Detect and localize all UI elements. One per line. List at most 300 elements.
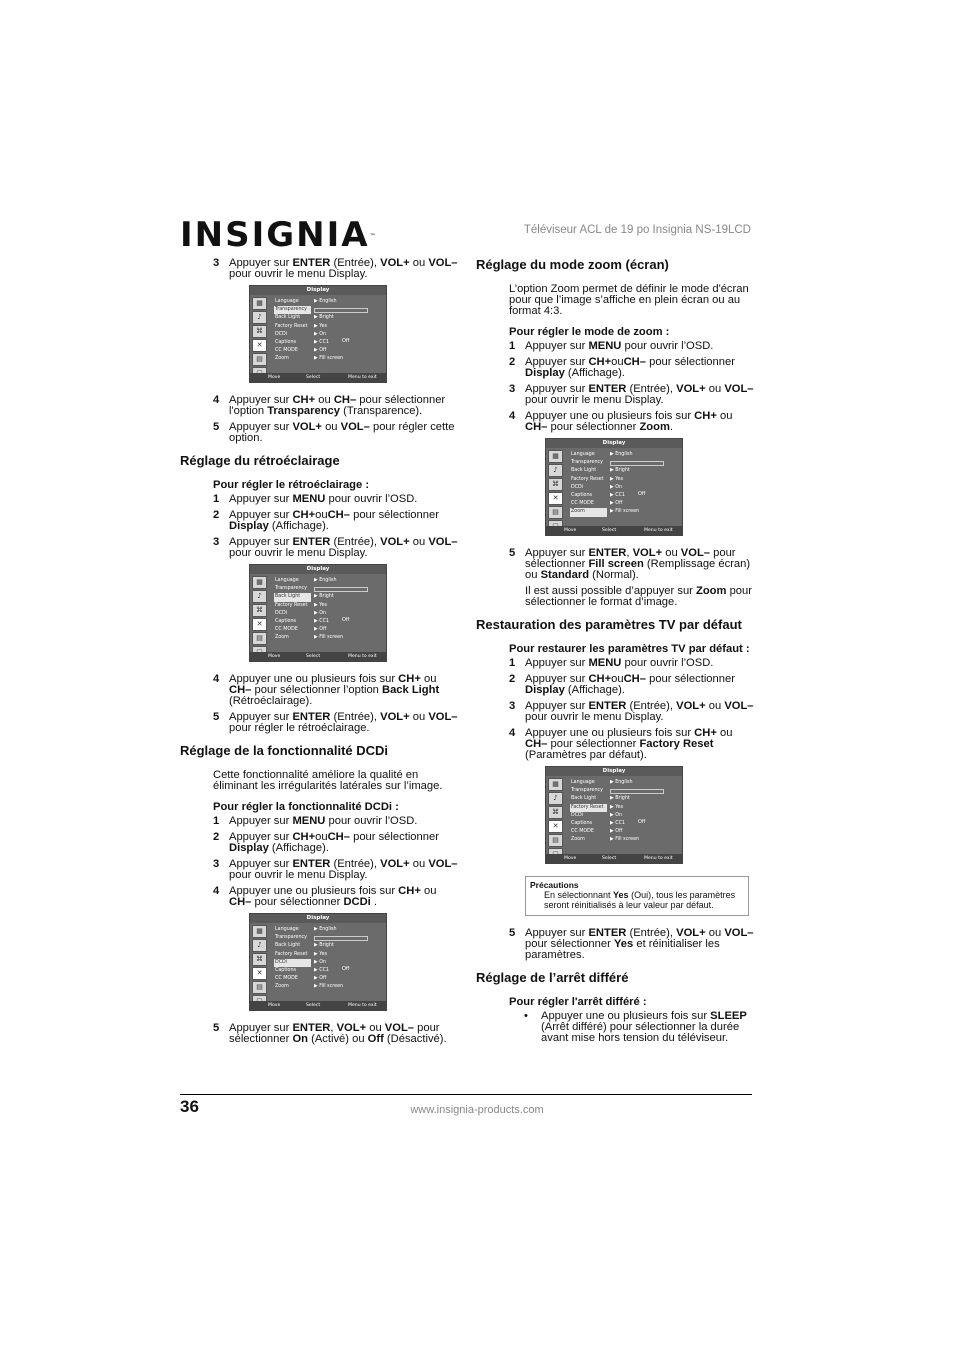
step-text: pour sélectionner le format d’image.	[525, 585, 752, 608]
key-term: CH+	[292, 394, 316, 406]
picture-icon: ▦	[252, 297, 267, 310]
osd-row	[272, 602, 382, 610]
key-term: VOL+	[336, 1022, 367, 1034]
setup-icon: ✕	[252, 618, 267, 631]
bullet-item	[476, 1011, 756, 1044]
setup-icon: ✕	[548, 492, 563, 505]
osd-row	[272, 951, 382, 959]
osd-row	[568, 779, 678, 787]
osd-display-menu	[249, 564, 387, 662]
osd-value: ▶ Fill screen	[314, 984, 344, 990]
step-number: 3	[509, 383, 516, 395]
key-term: VOL+	[676, 927, 706, 939]
section-title-dcdi: Réglage de la fonctionnalité DCDi	[180, 743, 389, 758]
osd-row	[272, 942, 382, 950]
step-text: pour sélectionner	[229, 1022, 440, 1045]
step-text: pour sélectionner l'option	[229, 394, 446, 417]
osd-move: Move	[564, 856, 577, 861]
osd-row	[568, 812, 678, 820]
step-text: Appuyer sur	[229, 1022, 293, 1034]
channel-icon: ⌘	[252, 953, 267, 966]
step-text: Appuyer sur	[229, 257, 293, 269]
osd-exit: Menu to exit	[644, 856, 673, 861]
step-number: 4	[213, 394, 220, 406]
step-text: pour ouvrir le menu Display.	[525, 711, 664, 723]
osd-value: ▶ On	[314, 610, 327, 616]
osd-row	[272, 355, 382, 363]
step-text: Appuyer une ou plusieurs fois sur	[229, 673, 399, 685]
osd-value: ▶ CC1	[314, 339, 329, 345]
step-number: 2	[509, 356, 516, 368]
key-term: MENU	[588, 657, 622, 669]
osd-label: Back Light	[275, 315, 301, 321]
osd-row	[272, 926, 382, 934]
key-term: Fill screen	[588, 558, 644, 570]
step-text: (Entrée),	[330, 858, 381, 870]
osd-value: ▶ Fill screen	[314, 635, 344, 641]
key-term: SLEEP	[710, 1010, 747, 1022]
sound-icon: ♪	[548, 792, 563, 805]
step-text: pour régler cette option.	[229, 421, 455, 444]
step-number: 2	[509, 673, 516, 685]
osd-label: Captions	[275, 618, 297, 624]
step-text: Appuyer sur	[229, 536, 293, 548]
subheading: Pour régler l'arrêt différé :	[509, 996, 647, 1008]
step-text: (Affichage).	[564, 684, 625, 696]
key-term: VOL+	[292, 421, 322, 433]
channel-icon: ⌘	[548, 478, 563, 491]
step	[476, 728, 756, 761]
osd-title: Display	[250, 565, 386, 574]
transparency-bar	[314, 587, 368, 592]
step-text: ou	[611, 673, 624, 685]
osd-label: Zoom	[275, 356, 289, 362]
key-term: VOL–	[724, 700, 754, 712]
step-text: (Paramètres par défaut).	[525, 749, 647, 761]
setup-icon: ✕	[548, 820, 563, 833]
key-term: ENTER	[292, 536, 331, 548]
key-term: CH–	[327, 831, 350, 843]
key-term: VOL+	[380, 536, 410, 548]
step-text: Appuyer une ou plusieurs fois sur	[525, 410, 695, 422]
step-text: (Rétroéclairage).	[229, 695, 313, 707]
key-term: CH–	[229, 896, 252, 908]
key-term: CH–	[623, 673, 646, 685]
step	[180, 422, 460, 444]
key-term: ENTER	[588, 383, 627, 395]
step-text: pour sélectionner	[525, 938, 614, 950]
osd-row	[568, 492, 678, 500]
step-text: En sélectionnant	[544, 890, 614, 900]
osd-label: Language	[571, 452, 595, 457]
bullet-text	[541, 1010, 747, 1044]
osd-value: ▶ English	[314, 927, 337, 932]
osd-label: Zoom	[275, 984, 289, 990]
key-term: MENU	[292, 815, 326, 827]
lock-icon: ▤	[252, 632, 267, 645]
step-text: Appuyer sur	[229, 509, 293, 521]
key-term: Display	[525, 367, 565, 379]
key-term: CH–	[623, 356, 646, 368]
osd-value: ▶ Fill screen	[314, 356, 344, 362]
key-term: CH+	[398, 885, 421, 897]
osd-label: Factory Reset	[275, 951, 308, 957]
step-text: pour ouvrir l’OSD.	[325, 493, 418, 505]
step-text: Appuyer sur	[525, 356, 589, 368]
step-text: Appuyer sur	[525, 927, 589, 939]
osd-row	[272, 323, 382, 331]
key-term: VOL–	[680, 547, 711, 559]
step-text: ou	[409, 711, 429, 723]
osd-off-label: Off	[638, 491, 646, 497]
osd-row	[568, 508, 678, 516]
osd-label: Transparency	[274, 306, 311, 314]
key-term: Back Light	[382, 684, 440, 696]
step-text: (Transparence).	[339, 405, 423, 417]
osd-label: Factory Reset	[570, 804, 607, 812]
osd-move: Move	[564, 528, 577, 533]
step-number: 4	[509, 727, 516, 739]
step-text: ,	[626, 547, 633, 559]
key-term: CH–	[327, 509, 350, 521]
step	[476, 658, 756, 669]
step	[180, 494, 460, 505]
osd-label: Zoom	[275, 635, 289, 641]
osd-title: Display	[250, 286, 386, 295]
osd-value: ▶ English	[314, 299, 337, 304]
osd-rows	[272, 298, 382, 364]
osd-value: ▶ CC1	[314, 618, 329, 624]
step-text: (Entrée),	[330, 711, 381, 723]
key-term: VOL+	[676, 383, 706, 395]
osd-label: CC MODE	[275, 348, 298, 354]
step-number: 2	[213, 509, 220, 521]
step-number: 5	[213, 1022, 220, 1034]
osd-label: Zoom	[570, 508, 607, 516]
transparency-bar	[314, 936, 368, 941]
osd-rows	[272, 577, 382, 643]
step	[180, 395, 460, 417]
osd-value: ▶ English	[610, 780, 633, 785]
osd-display-menu	[545, 766, 683, 864]
lock-icon: ▤	[252, 981, 267, 994]
osd-row	[568, 804, 678, 812]
osd-row	[272, 339, 382, 347]
step-text: (Entrée),	[330, 536, 381, 548]
step-text: et réinitialiser les paramètres.	[525, 938, 720, 961]
osd-icon-column	[252, 297, 266, 381]
step-text: Appuyer sur	[525, 340, 589, 352]
sound-icon: ♪	[252, 590, 267, 603]
osd-move: Move	[268, 375, 281, 380]
osd-row	[272, 618, 382, 626]
osd-move: Move	[268, 1003, 281, 1008]
step-text: ou	[409, 858, 429, 870]
caution-note	[525, 876, 749, 916]
osd-row	[568, 787, 678, 795]
osd-off-label: Off	[342, 966, 350, 972]
key-term: CH+	[292, 509, 316, 521]
step-text: pour ouvrir le menu Display.	[525, 394, 664, 406]
osd-rows	[568, 779, 678, 845]
osd-footer	[250, 652, 386, 661]
step-text: Appuyer sur	[229, 858, 293, 870]
osd-label: Factory Reset	[571, 476, 604, 482]
step-number: 5	[213, 421, 220, 433]
osd-label: Zoom	[571, 837, 585, 843]
osd-label: DCDi	[275, 331, 288, 337]
key-term: ENTER	[588, 547, 627, 559]
osd-row	[272, 585, 382, 593]
osd-label: Language	[275, 927, 299, 932]
setup-icon: ✕	[252, 967, 267, 980]
step	[180, 510, 460, 532]
step-text: pour sélectionner	[525, 547, 736, 570]
intro-text: Cette fonctionnalité améliore la qualité en éliminant les irrégularités latérales sur l’image.	[213, 769, 443, 792]
picture-icon: ▦	[252, 576, 267, 589]
osd-label: Language	[275, 299, 299, 304]
subheading: Pour régler le mode de zoom :	[509, 326, 670, 338]
osd-row	[272, 934, 382, 942]
key-term: On	[292, 1033, 308, 1045]
osd-row	[272, 577, 382, 585]
step	[476, 928, 756, 961]
key-term: CH+	[588, 673, 612, 685]
step-number: 3	[213, 257, 220, 269]
step-text: pour ouvrir le menu Display.	[229, 268, 368, 280]
osd-value: ▶ Yes	[610, 804, 623, 810]
osd-value: ▶ On	[610, 484, 623, 490]
transparency-bar	[314, 308, 368, 313]
sound-icon: ♪	[252, 939, 267, 952]
step-text: pour sélectionner	[645, 356, 735, 368]
key-term: ENTER	[292, 711, 331, 723]
bullet-icon: •	[524, 1010, 528, 1022]
key-term: VOL–	[724, 383, 754, 395]
step-text: Appuyer une ou plusieurs fois sur	[525, 727, 695, 739]
osd-value: ▶ Yes	[610, 476, 623, 482]
step-number: 5	[509, 547, 516, 559]
osd-value: ▶ Bright	[610, 468, 630, 474]
step-text: pour sélectionner	[547, 738, 640, 750]
osd-row	[568, 459, 678, 467]
lock-icon: ▤	[548, 834, 563, 847]
key-term: VOL+	[380, 257, 410, 269]
step-text: (Affichage).	[564, 367, 625, 379]
step-text: Appuyer sur	[229, 831, 293, 843]
step-number: 4	[509, 410, 516, 422]
step-text: pour régler le rétroéclairage.	[229, 722, 370, 734]
key-term: VOL–	[428, 711, 458, 723]
osd-icon-column	[252, 925, 266, 1009]
step-text: pour ouvrir l’OSD.	[621, 340, 714, 352]
picture-icon: ▦	[252, 925, 267, 938]
key-term: MENU	[588, 340, 622, 352]
osd-exit: Menu to exit	[348, 375, 377, 380]
step	[180, 674, 460, 707]
osd-value: ▶ Yes	[314, 323, 327, 329]
osd-label: Factory Reset	[275, 602, 308, 608]
osd-icon-column	[252, 576, 266, 660]
right-column	[476, 258, 756, 1049]
step-text: ou	[409, 536, 429, 548]
osd-label: CC MODE	[275, 976, 298, 982]
step-text: ou	[315, 509, 328, 521]
step-text: Appuyer sur	[229, 394, 293, 406]
step-text: ou	[315, 831, 328, 843]
step-text: ou	[716, 410, 733, 422]
step-text: Appuyer sur	[525, 547, 589, 559]
step	[180, 712, 460, 734]
key-term: Display	[229, 520, 269, 532]
step	[180, 258, 460, 280]
osd-exit: Menu to exit	[644, 528, 673, 533]
osd-select: Select	[602, 856, 617, 861]
osd-value: ▶ Bright	[314, 594, 334, 600]
osd-footer	[250, 373, 386, 382]
key-term: VOL–	[384, 1022, 415, 1034]
section-title-backlight: Réglage du rétroéclairage	[180, 453, 340, 468]
extra-text	[525, 586, 756, 608]
osd-display-menu	[545, 438, 683, 536]
step-text: ou	[321, 421, 341, 433]
osd-label: Captions	[571, 492, 593, 498]
step-text: ou	[366, 1022, 385, 1034]
step-number: 4	[213, 885, 220, 897]
step	[476, 357, 756, 379]
step	[180, 537, 460, 559]
osd-rows	[568, 451, 678, 517]
step-text: (Affichage).	[268, 520, 329, 532]
section-title-reset: Restauration des paramètres TV par défaut	[476, 617, 742, 632]
step-text: ou	[705, 700, 725, 712]
osd-value: ▶ Off	[610, 501, 623, 507]
key-term: ENTER	[588, 927, 627, 939]
osd-select: Select	[306, 654, 321, 659]
osd-value: ▶ On	[314, 959, 327, 965]
osd-off-label: Off	[342, 338, 350, 344]
step	[180, 859, 460, 881]
osd-title: Display	[546, 767, 682, 776]
step-number: 5	[213, 711, 220, 723]
channel-icon: ⌘	[252, 325, 267, 338]
osd-value: ▶ Fill screen	[610, 509, 640, 515]
step-text: Appuyer sur	[525, 657, 589, 669]
osd-icon-column	[548, 450, 562, 534]
osd-exit: Menu to exit	[348, 654, 377, 659]
step-text: (Affichage).	[268, 842, 329, 854]
caution-title: Précautions	[530, 880, 579, 890]
key-term: Display	[525, 684, 565, 696]
osd-footer	[250, 1001, 386, 1010]
osd-label: Transparency	[275, 586, 307, 592]
osd-label: DCDi	[571, 484, 584, 490]
osd-title: Display	[546, 439, 682, 448]
osd-label: Captions	[571, 820, 593, 826]
step-text: Appuyer sur	[229, 815, 293, 827]
intro-text: L’option Zoom permet de définir le mode d'écran pour que l’image s’affiche en plein écran ou au format 4:3.	[509, 283, 749, 317]
osd-value: ▶ English	[610, 452, 633, 457]
osd-row	[272, 298, 382, 306]
step-text: pour sélectionner l’option	[251, 684, 382, 696]
osd-row	[568, 484, 678, 492]
step-text: ou	[705, 927, 725, 939]
osd-row	[568, 820, 678, 828]
osd-off-label: Off	[638, 819, 646, 825]
osd-title: Display	[250, 914, 386, 923]
step-text: Appuyer sur	[229, 711, 293, 723]
step-text: pour sélectionner	[349, 831, 439, 843]
subheading: Pour restaurer les paramètres TV par défaut :	[509, 643, 750, 655]
step-text: .	[669, 421, 673, 433]
key-term: ENTER	[292, 257, 331, 269]
key-term: VOL+	[676, 700, 706, 712]
osd-value: ▶ Bright	[610, 796, 630, 802]
setup-icon: ✕	[252, 339, 267, 352]
osd-value: ▶ Bright	[314, 315, 334, 321]
step-number: 3	[213, 858, 220, 870]
osd-select: Select	[306, 1003, 321, 1008]
osd-label: Factory Reset	[275, 323, 308, 329]
osd-row	[272, 306, 382, 314]
transparency-bar	[610, 461, 664, 466]
osd-row	[272, 959, 382, 967]
key-term: VOL–	[428, 858, 458, 870]
subheading: Pour régler la fonctionnalité DCDi :	[213, 801, 399, 813]
page-number: 36	[180, 1097, 199, 1116]
osd-label: Captions	[275, 967, 297, 973]
step-number: 3	[509, 700, 516, 712]
key-term: VOL–	[724, 927, 754, 939]
key-term: CH+	[694, 410, 717, 422]
step-number: 1	[213, 815, 220, 827]
step-text: (Désactivé).	[383, 1033, 447, 1045]
step-text: (Arrêt différé) pour sélectionner la durée avant mise hors tension du téléviseur.	[541, 1021, 740, 1044]
caution-text	[530, 890, 744, 910]
key-term: ENTER	[292, 858, 331, 870]
osd-value: ▶ Off	[314, 627, 327, 633]
key-term: DCDi	[343, 896, 371, 908]
key-term: VOL–	[340, 421, 370, 433]
osd-row	[272, 347, 382, 355]
osd-value: ▶ Off	[314, 348, 327, 354]
sound-icon: ♪	[548, 464, 563, 477]
step-text: Appuyer sur	[525, 383, 589, 395]
osd-value: ▶ CC1	[314, 967, 329, 973]
step-number: 4	[213, 673, 220, 685]
osd-row	[272, 967, 382, 975]
osd-value: ▶ On	[314, 331, 327, 337]
step-text: Appuyer sur	[229, 421, 293, 433]
osd-footer	[546, 526, 682, 535]
step-text: pour ouvrir l’OSD.	[621, 657, 714, 669]
transparency-bar	[610, 789, 664, 794]
step-number: 1	[213, 493, 220, 505]
key-term: ENTER	[588, 700, 627, 712]
key-term: VOL+	[380, 858, 410, 870]
channel-icon: ⌘	[252, 604, 267, 617]
key-term: CH+	[694, 727, 717, 739]
step-text: (Oui), tous les paramètres seront réinitialisés à leur valeur par défaut.	[544, 890, 736, 910]
step-number: 1	[509, 340, 516, 352]
osd-label: Transparency	[275, 935, 307, 941]
osd-value: ▶ Yes	[314, 951, 327, 957]
step-text: ou	[705, 383, 725, 395]
osd-label: DCDi	[275, 610, 288, 616]
picture-icon: ▦	[548, 778, 563, 791]
key-term: Yes	[613, 938, 634, 950]
key-term: CH+	[292, 831, 316, 843]
